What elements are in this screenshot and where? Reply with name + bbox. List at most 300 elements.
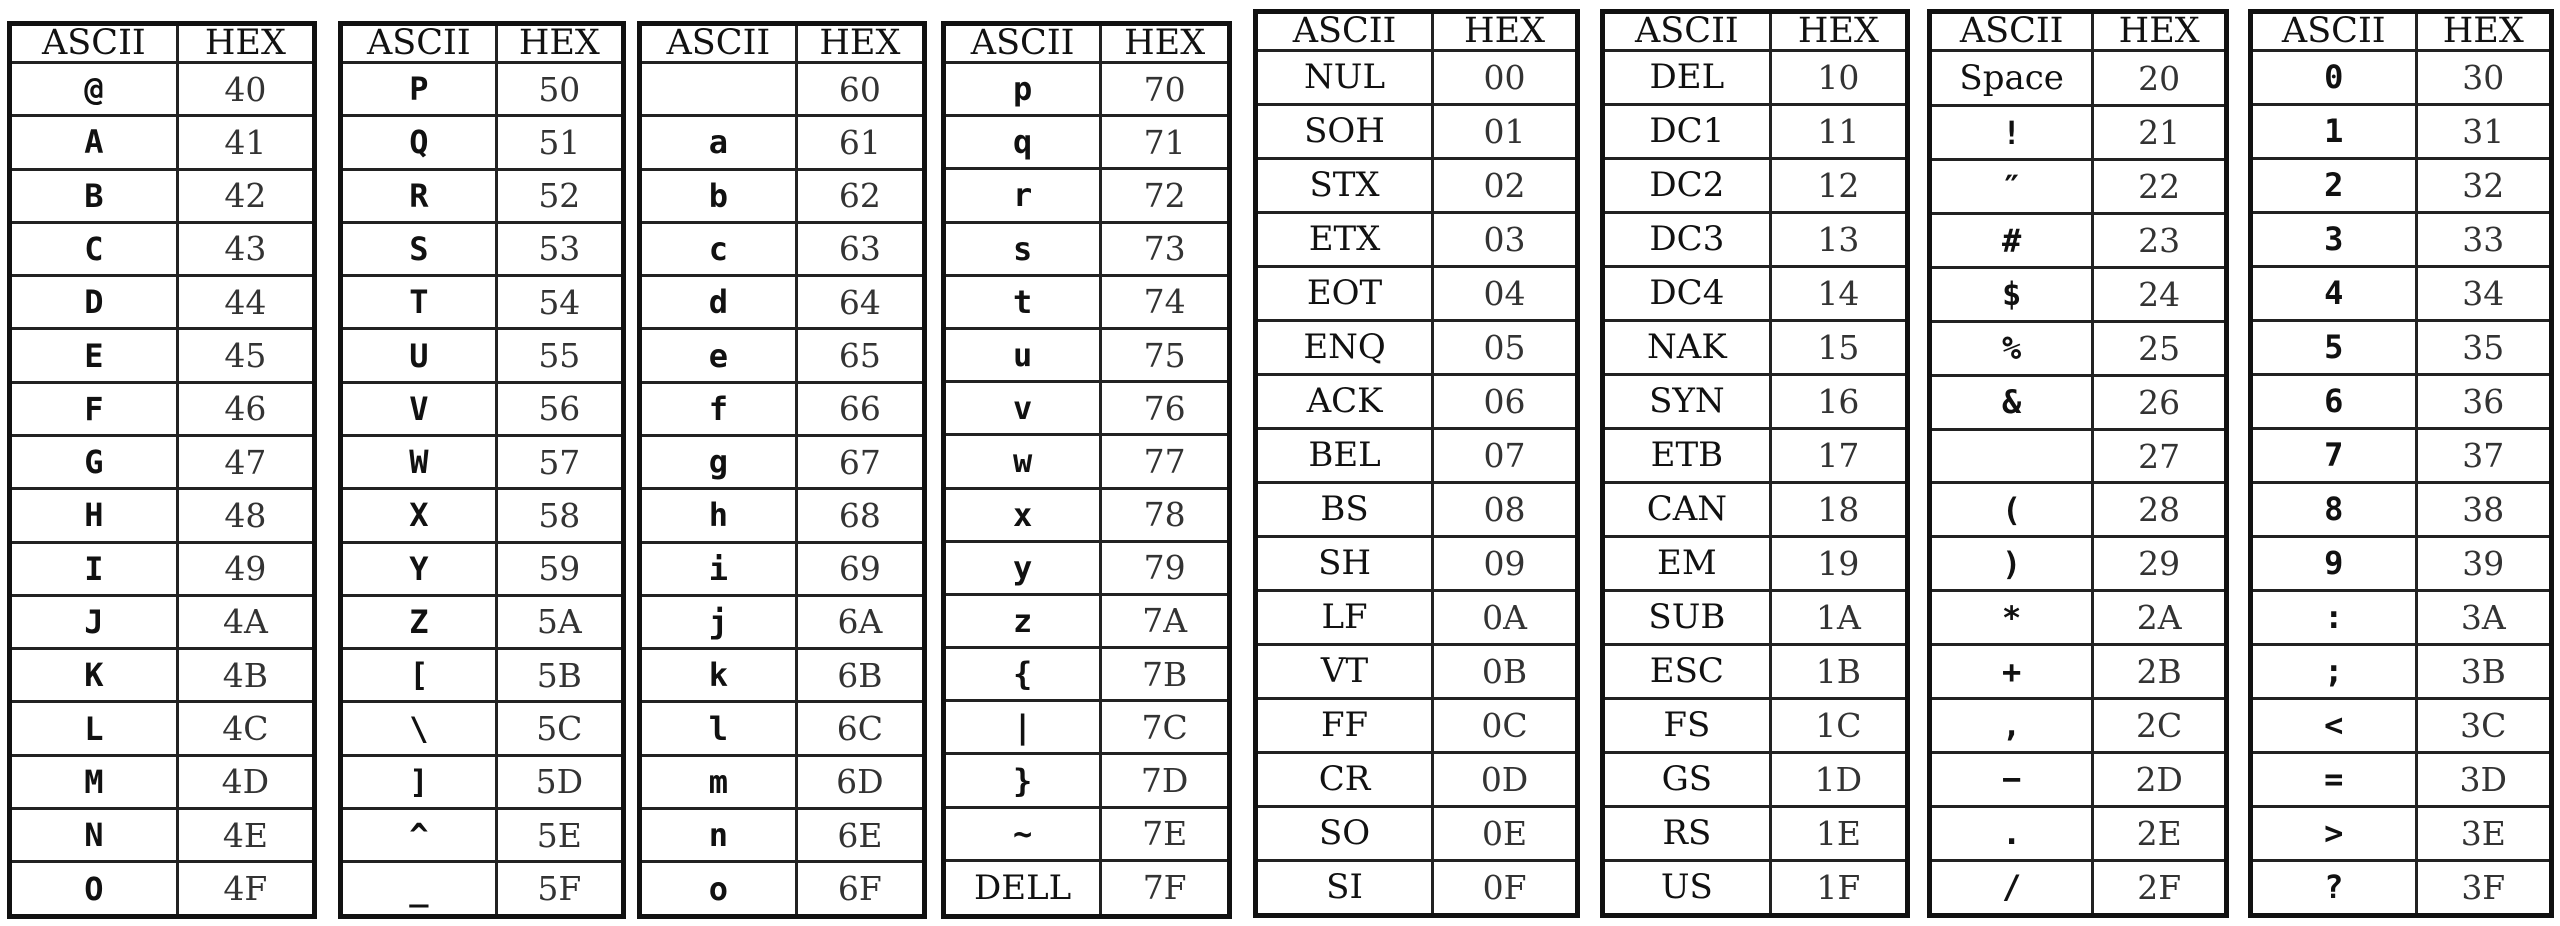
table-row bbox=[1603, 644, 1908, 698]
ascii-char-cell: LF bbox=[1256, 590, 1433, 644]
table-row bbox=[1603, 104, 1908, 158]
hex-code-cell: 7A bbox=[1101, 594, 1230, 647]
ascii-char-cell: ? bbox=[2251, 860, 2417, 915]
table-row bbox=[1930, 267, 2227, 321]
ascii-hex-table bbox=[941, 21, 1232, 919]
ascii-char-cell: @ bbox=[10, 63, 178, 116]
ascii-char-cell: { bbox=[944, 648, 1101, 701]
hex-code-cell: 43 bbox=[177, 222, 314, 275]
hex-code-cell: 15 bbox=[1770, 320, 1907, 374]
ascii-char-cell: SUB bbox=[1603, 590, 1771, 644]
table-row bbox=[1930, 645, 2227, 699]
ascii-char-cell: EOT bbox=[1256, 266, 1433, 320]
table-row bbox=[640, 329, 925, 382]
table-row bbox=[1256, 212, 1578, 266]
table-row bbox=[1603, 860, 1908, 915]
ascii-char-cell: SH bbox=[1256, 536, 1433, 590]
hex-code-cell: 0D bbox=[1433, 752, 1578, 806]
hex-code-cell: 41 bbox=[177, 116, 314, 169]
ascii-char-cell: . bbox=[1930, 806, 2093, 860]
hex-code-cell: 0B bbox=[1433, 644, 1578, 698]
ascii-column-header: ASCII bbox=[1256, 12, 1433, 51]
hex-code-cell: 56 bbox=[496, 382, 623, 435]
ascii-hex-table bbox=[1927, 9, 2229, 918]
hex-code-cell: 2C bbox=[2093, 698, 2227, 752]
table-row bbox=[1603, 698, 1908, 752]
hex-code-cell: 72 bbox=[1101, 169, 1230, 222]
table-row bbox=[944, 222, 1230, 275]
table-row bbox=[944, 807, 1230, 860]
ascii-char-cell: N bbox=[10, 808, 178, 861]
ascii-char-cell: \ bbox=[341, 702, 497, 755]
ascii-char-cell: v bbox=[944, 382, 1101, 435]
table-row bbox=[944, 275, 1230, 328]
table-row bbox=[1603, 374, 1908, 428]
hex-code-cell: 3A bbox=[2416, 590, 2551, 644]
table-row bbox=[640, 169, 925, 222]
ascii-char-cell: r bbox=[944, 169, 1101, 222]
table-row bbox=[10, 276, 315, 329]
hex-code-cell: 3F bbox=[2416, 860, 2551, 915]
hex-code-cell: 1C bbox=[1770, 698, 1907, 752]
hex-code-cell: 1F bbox=[1770, 860, 1907, 915]
table-row bbox=[1930, 537, 2227, 591]
ascii-char-cell: ETB bbox=[1603, 428, 1771, 482]
ascii-hex-table bbox=[637, 21, 927, 919]
ascii-char-cell: f bbox=[640, 382, 797, 435]
table-row bbox=[10, 382, 315, 435]
ascii-hex-table bbox=[1253, 9, 1580, 918]
hex-code-cell: 6D bbox=[796, 755, 924, 808]
table-row bbox=[341, 382, 624, 435]
hex-code-cell: 63 bbox=[796, 222, 924, 275]
table-row bbox=[1256, 158, 1578, 212]
hex-code-cell: 74 bbox=[1101, 275, 1230, 328]
table-row bbox=[944, 63, 1230, 116]
table-row bbox=[2251, 698, 2552, 752]
hex-code-cell: 53 bbox=[496, 222, 623, 275]
ascii-char-cell: ″ bbox=[1930, 160, 2093, 214]
ascii-column-header: ASCII bbox=[944, 24, 1101, 63]
table-row bbox=[1930, 160, 2227, 214]
table-header-row bbox=[1930, 12, 2227, 51]
hex-code-cell: 00 bbox=[1433, 51, 1578, 105]
table-row bbox=[10, 222, 315, 275]
hex-code-cell: 5C bbox=[496, 702, 623, 755]
table-header-row bbox=[10, 24, 315, 63]
hex-code-cell: 1D bbox=[1770, 752, 1907, 806]
hex-code-cell: 3B bbox=[2416, 644, 2551, 698]
table-row bbox=[2251, 51, 2552, 105]
hex-code-cell: 34 bbox=[2416, 266, 2551, 320]
ascii-char-cell: O bbox=[10, 862, 178, 917]
hex-code-cell: 04 bbox=[1433, 266, 1578, 320]
table-row bbox=[2251, 590, 2552, 644]
hex-code-cell: 10 bbox=[1770, 51, 1907, 105]
table-row bbox=[341, 862, 624, 917]
hex-code-cell: 65 bbox=[796, 329, 924, 382]
ascii-char-cell: SOH bbox=[1256, 104, 1433, 158]
ascii-column-header: ASCII bbox=[640, 24, 797, 63]
ascii-char-cell: ESC bbox=[1603, 644, 1771, 698]
hex-code-cell: 20 bbox=[2093, 51, 2227, 106]
hex-code-cell: 19 bbox=[1770, 536, 1907, 590]
table-row bbox=[640, 382, 925, 435]
ascii-column-header: ASCII bbox=[2251, 12, 2417, 51]
ascii-char-cell: g bbox=[640, 435, 797, 488]
table-row bbox=[341, 489, 624, 542]
ascii-char-cell: z bbox=[944, 594, 1101, 647]
table-row bbox=[2251, 428, 2552, 482]
hex-code-cell: 7D bbox=[1101, 754, 1230, 807]
ascii-column-header: ASCII bbox=[341, 24, 497, 63]
hex-code-cell: 11 bbox=[1770, 104, 1907, 158]
ascii-char-cell: k bbox=[640, 649, 797, 702]
ascii-char-cell: C bbox=[10, 222, 178, 275]
table-row bbox=[341, 808, 624, 861]
hex-code-cell: 37 bbox=[2416, 428, 2551, 482]
hex-code-cell: 42 bbox=[177, 169, 314, 222]
table-row bbox=[1930, 429, 2227, 483]
ascii-char-cell: u bbox=[944, 328, 1101, 381]
ascii-char-cell: 4 bbox=[2251, 266, 2417, 320]
ascii-char-cell: p bbox=[944, 63, 1101, 116]
hex-code-cell: 36 bbox=[2416, 374, 2551, 428]
ascii-char-cell: m bbox=[640, 755, 797, 808]
table-row bbox=[640, 808, 925, 861]
table-row bbox=[341, 435, 624, 488]
ascii-char-cell: ( bbox=[1930, 483, 2093, 537]
hex-column-header: HEX bbox=[496, 24, 623, 63]
hex-code-cell: 06 bbox=[1433, 374, 1578, 428]
hex-code-cell: 2A bbox=[2093, 591, 2227, 645]
table-row bbox=[1603, 266, 1908, 320]
table-row bbox=[2251, 806, 2552, 860]
hex-code-cell: 52 bbox=[496, 169, 623, 222]
hex-code-cell: 6C bbox=[796, 702, 924, 755]
table-row bbox=[2251, 860, 2552, 915]
ascii-char-cell: 0 bbox=[2251, 51, 2417, 105]
table-row bbox=[1930, 860, 2227, 915]
hex-code-cell: 44 bbox=[177, 276, 314, 329]
table-row bbox=[1930, 51, 2227, 106]
table-row bbox=[341, 276, 624, 329]
ascii-char-cell: d bbox=[640, 276, 797, 329]
hex-code-cell: 70 bbox=[1101, 63, 1230, 116]
ascii-char-cell: A bbox=[10, 116, 178, 169]
table-row bbox=[1930, 698, 2227, 752]
hex-code-cell: 25 bbox=[2093, 321, 2227, 375]
hex-code-cell: 67 bbox=[796, 435, 924, 488]
ascii-char-cell: H bbox=[10, 489, 178, 542]
ascii-char-cell: GS bbox=[1603, 752, 1771, 806]
table-header-row bbox=[2251, 12, 2552, 51]
table-row bbox=[640, 542, 925, 595]
table-row bbox=[341, 116, 624, 169]
hex-column-header: HEX bbox=[1433, 12, 1578, 51]
table-row bbox=[10, 702, 315, 755]
table-row bbox=[1603, 536, 1908, 590]
ascii-char-cell: E bbox=[10, 329, 178, 382]
table-row bbox=[10, 63, 315, 116]
table-row bbox=[2251, 536, 2552, 590]
ascii-char-cell: K bbox=[10, 649, 178, 702]
hex-column-header: HEX bbox=[796, 24, 924, 63]
hex-code-cell: 4E bbox=[177, 808, 314, 861]
ascii-char-cell: ENQ bbox=[1256, 320, 1433, 374]
hex-column-header: HEX bbox=[1770, 12, 1907, 51]
hex-code-cell: 5B bbox=[496, 649, 623, 702]
ascii-char-cell: n bbox=[640, 808, 797, 861]
hex-code-cell: 3E bbox=[2416, 806, 2551, 860]
hex-code-cell: 2E bbox=[2093, 806, 2227, 860]
table-row bbox=[341, 63, 624, 116]
ascii-column-header: ASCII bbox=[1603, 12, 1771, 51]
ascii-char-cell: ~ bbox=[944, 807, 1101, 860]
ascii-char-cell: y bbox=[944, 541, 1101, 594]
ascii-char-cell: T bbox=[341, 276, 497, 329]
ascii-char-cell: } bbox=[944, 754, 1101, 807]
ascii-char-cell: DC4 bbox=[1603, 266, 1771, 320]
ascii-char-cell: > bbox=[2251, 806, 2417, 860]
ascii-char-cell: b bbox=[640, 169, 797, 222]
hex-code-cell: 76 bbox=[1101, 382, 1230, 435]
ascii-char-cell: SI bbox=[1256, 860, 1433, 915]
hex-code-cell: 08 bbox=[1433, 482, 1578, 536]
table-row bbox=[341, 595, 624, 648]
ascii-char-cell: _ bbox=[341, 862, 497, 917]
ascii-char-cell: $ bbox=[1930, 267, 2093, 321]
hex-code-cell: 7B bbox=[1101, 648, 1230, 701]
table-row bbox=[1256, 860, 1578, 915]
ascii-char-cell: c bbox=[640, 222, 797, 275]
table-header-row bbox=[341, 24, 624, 63]
hex-code-cell: 2F bbox=[2093, 860, 2227, 915]
table-row bbox=[1603, 806, 1908, 860]
table-row bbox=[2251, 320, 2552, 374]
table-row bbox=[944, 435, 1230, 488]
hex-code-cell: 05 bbox=[1433, 320, 1578, 374]
hex-code-cell: 47 bbox=[177, 435, 314, 488]
ascii-char-cell: F bbox=[10, 382, 178, 435]
hex-code-cell: 39 bbox=[2416, 536, 2551, 590]
table-row bbox=[2251, 644, 2552, 698]
table-row bbox=[1603, 320, 1908, 374]
table-row bbox=[341, 329, 624, 382]
table-row bbox=[1256, 428, 1578, 482]
hex-code-cell: 4F bbox=[177, 862, 314, 917]
hex-code-cell: 27 bbox=[2093, 429, 2227, 483]
table-row bbox=[10, 595, 315, 648]
ascii-char-cell: SYN bbox=[1603, 374, 1771, 428]
ascii-char-cell: VT bbox=[1256, 644, 1433, 698]
ascii-char-cell: % bbox=[1930, 321, 2093, 375]
ascii-char-cell: ) bbox=[1930, 537, 2093, 591]
table-row bbox=[1930, 483, 2227, 537]
table-row bbox=[1603, 428, 1908, 482]
ascii-char-cell: CR bbox=[1256, 752, 1433, 806]
hex-code-cell: 5D bbox=[496, 755, 623, 808]
ascii-char-cell bbox=[640, 63, 797, 116]
ascii-char-cell: DC3 bbox=[1603, 212, 1771, 266]
table-row bbox=[1930, 591, 2227, 645]
table-row bbox=[1256, 374, 1578, 428]
ascii-char-cell: STX bbox=[1256, 158, 1433, 212]
table-row bbox=[1256, 806, 1578, 860]
ascii-char-cell: B bbox=[10, 169, 178, 222]
table-row bbox=[1930, 214, 2227, 268]
ascii-char-cell: NAK bbox=[1603, 320, 1771, 374]
hex-code-cell: 59 bbox=[496, 542, 623, 595]
ascii-hex-table bbox=[7, 21, 317, 919]
ascii-char-cell: q bbox=[944, 116, 1101, 169]
ascii-char-cell: L bbox=[10, 702, 178, 755]
ascii-char-cell: # bbox=[1930, 214, 2093, 268]
ascii-char-cell: BS bbox=[1256, 482, 1433, 536]
table-row bbox=[1256, 51, 1578, 105]
ascii-char-cell: t bbox=[944, 275, 1101, 328]
table-row bbox=[1256, 536, 1578, 590]
ascii-char-cell: l bbox=[640, 702, 797, 755]
ascii-char-cell: 7 bbox=[2251, 428, 2417, 482]
table-row bbox=[1256, 590, 1578, 644]
ascii-char-cell: ; bbox=[2251, 644, 2417, 698]
ascii-char-cell: 6 bbox=[2251, 374, 2417, 428]
hex-code-cell: 22 bbox=[2093, 160, 2227, 214]
table-row bbox=[10, 169, 315, 222]
table-row bbox=[1603, 158, 1908, 212]
table-row bbox=[10, 808, 315, 861]
hex-code-cell: 35 bbox=[2416, 320, 2551, 374]
ascii-char-cell: 5 bbox=[2251, 320, 2417, 374]
hex-code-cell: 07 bbox=[1433, 428, 1578, 482]
hex-code-cell: 1B bbox=[1770, 644, 1907, 698]
ascii-char-cell: ] bbox=[341, 755, 497, 808]
ascii-char-cell: EM bbox=[1603, 536, 1771, 590]
hex-code-cell: 24 bbox=[2093, 267, 2227, 321]
table-row bbox=[341, 702, 624, 755]
table-row bbox=[1603, 482, 1908, 536]
ascii-char-cell: U bbox=[341, 329, 497, 382]
hex-code-cell: 54 bbox=[496, 276, 623, 329]
ascii-char-cell: 2 bbox=[2251, 158, 2417, 212]
ascii-char-cell: P bbox=[341, 63, 497, 116]
ascii-char-cell: I bbox=[10, 542, 178, 595]
ascii-char-cell: M bbox=[10, 755, 178, 808]
ascii-char-cell: & bbox=[1930, 375, 2093, 429]
ascii-char-cell: e bbox=[640, 329, 797, 382]
ascii-char-cell: G bbox=[10, 435, 178, 488]
table-row bbox=[640, 862, 925, 917]
hex-code-cell: 6F bbox=[796, 862, 924, 917]
table-row bbox=[10, 116, 315, 169]
hex-code-cell: 73 bbox=[1101, 222, 1230, 275]
table-row bbox=[640, 595, 925, 648]
ascii-hex-table bbox=[338, 21, 626, 919]
hex-code-cell: 38 bbox=[2416, 482, 2551, 536]
ascii-char-cell: DC2 bbox=[1603, 158, 1771, 212]
hex-code-cell: 09 bbox=[1433, 536, 1578, 590]
hex-code-cell: 4B bbox=[177, 649, 314, 702]
ascii-char-cell: ACK bbox=[1256, 374, 1433, 428]
hex-code-cell: 01 bbox=[1433, 104, 1578, 158]
hex-code-cell: 68 bbox=[796, 489, 924, 542]
table-row bbox=[1930, 106, 2227, 160]
table-row bbox=[944, 860, 1230, 916]
hex-code-cell: 23 bbox=[2093, 214, 2227, 268]
ascii-char-cell: w bbox=[944, 435, 1101, 488]
ascii-char-cell: < bbox=[2251, 698, 2417, 752]
table-row bbox=[1256, 320, 1578, 374]
hex-code-cell: 49 bbox=[177, 542, 314, 595]
ascii-char-cell: + bbox=[1930, 645, 2093, 699]
ascii-char-cell: 3 bbox=[2251, 212, 2417, 266]
table-row bbox=[2251, 374, 2552, 428]
hex-code-cell: 61 bbox=[796, 116, 924, 169]
ascii-char-cell: s bbox=[944, 222, 1101, 275]
ascii-char-cell: J bbox=[10, 595, 178, 648]
ascii-char-cell: V bbox=[341, 382, 497, 435]
table-row bbox=[944, 648, 1230, 701]
table-row bbox=[10, 862, 315, 917]
table-row bbox=[1930, 375, 2227, 429]
hex-code-cell: 7E bbox=[1101, 807, 1230, 860]
ascii-char-cell: DC1 bbox=[1603, 104, 1771, 158]
table-row bbox=[1930, 806, 2227, 860]
hex-code-cell: 13 bbox=[1770, 212, 1907, 266]
ascii-char-cell: a bbox=[640, 116, 797, 169]
hex-code-cell: 12 bbox=[1770, 158, 1907, 212]
hex-code-cell: 32 bbox=[2416, 158, 2551, 212]
hex-code-cell: 29 bbox=[2093, 537, 2227, 591]
table-row bbox=[2251, 212, 2552, 266]
table-row bbox=[341, 169, 624, 222]
hex-code-cell: 7F bbox=[1101, 860, 1230, 916]
ascii-char-cell: ! bbox=[1930, 106, 2093, 160]
ascii-char-cell: 1 bbox=[2251, 104, 2417, 158]
ascii-char-cell: [ bbox=[341, 649, 497, 702]
ascii-char-cell: h bbox=[640, 489, 797, 542]
hex-code-cell: 5F bbox=[496, 862, 623, 917]
ascii-char-cell: Q bbox=[341, 116, 497, 169]
ascii-char-cell: i bbox=[640, 542, 797, 595]
table-row bbox=[341, 649, 624, 702]
ascii-char-cell: S bbox=[341, 222, 497, 275]
hex-code-cell: 1E bbox=[1770, 806, 1907, 860]
ascii-char-cell: DELL bbox=[944, 860, 1101, 916]
hex-code-cell: 1A bbox=[1770, 590, 1907, 644]
hex-code-cell: 46 bbox=[177, 382, 314, 435]
ascii-char-cell: RS bbox=[1603, 806, 1771, 860]
ascii-char-cell: SO bbox=[1256, 806, 1433, 860]
ascii-char-cell: 9 bbox=[2251, 536, 2417, 590]
table-row bbox=[640, 116, 925, 169]
hex-code-cell: 21 bbox=[2093, 106, 2227, 160]
ascii-char-cell: j bbox=[640, 595, 797, 648]
table-row bbox=[640, 222, 925, 275]
ascii-char-cell: W bbox=[341, 435, 497, 488]
ascii-char-cell: Z bbox=[341, 595, 497, 648]
hex-code-cell: 28 bbox=[2093, 483, 2227, 537]
table-row bbox=[944, 754, 1230, 807]
hex-column-header: HEX bbox=[2416, 12, 2551, 51]
ascii-char-cell: / bbox=[1930, 860, 2093, 915]
ascii-char-cell: DEL bbox=[1603, 51, 1771, 105]
table-row bbox=[640, 489, 925, 542]
ascii-char-cell: CAN bbox=[1603, 482, 1771, 536]
ascii-char-cell: Space bbox=[1930, 51, 2093, 106]
hex-code-cell: 5A bbox=[496, 595, 623, 648]
